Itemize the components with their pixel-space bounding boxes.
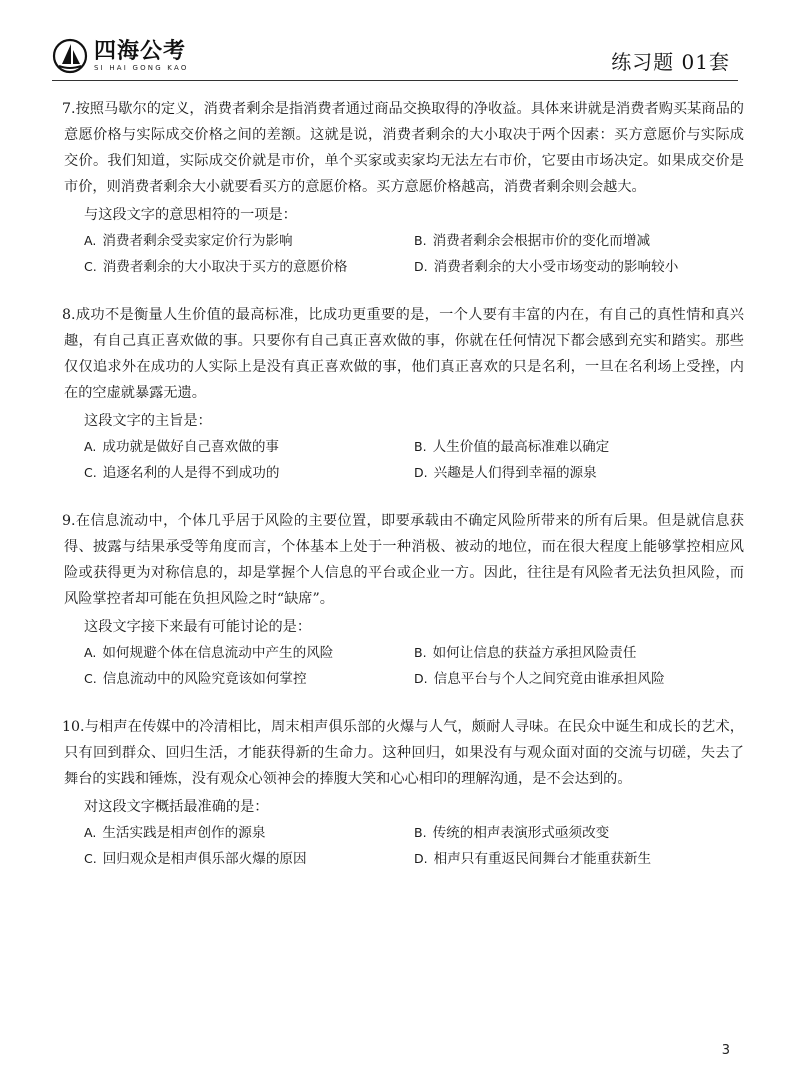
option-b[interactable]: B. 人生价值的最高标准难以确定 [414, 439, 610, 455]
question-list [64, 96, 744, 894]
logo-name-cn: 四海公考 [94, 38, 187, 64]
option-a[interactable]: A. 如何规避个体在信息流动中产生的风险 [84, 645, 334, 661]
option-c[interactable]: C. 信息流动中的风险究竟该如何掌控 [84, 671, 307, 687]
header-divider [52, 80, 738, 81]
page-header [0, 0, 800, 90]
question-number: 10. [62, 719, 85, 735]
options [84, 228, 744, 280]
question-text: 在信息流动中，个体几乎居于风险的主要位置，即要承载由不确定风险所带来的所有后果。但是就信息获得、披露与结果承受等角度而言，个体基本上处于一种消极、被动的地位，而在很大程度上能够掌控相应风险或获得更为对称信息的，却是掌握个人信息的平台或企业一方。因此，往往是有风险者无法负担风险，而风险掌控者却可能在负担风险之时“缺席”。 [64, 513, 744, 607]
question-stem [64, 714, 744, 792]
question-stem [64, 96, 744, 200]
question-prompt: 这段文字的主旨是： [84, 413, 212, 429]
question-number: 8. [62, 307, 76, 323]
question-10 [64, 714, 744, 872]
option-d[interactable]: D. 消费者剩余的大小受市场变动的影响较小 [414, 259, 679, 275]
option-d[interactable]: D. 信息平台与个人之间究竟由谁承担风险 [414, 671, 665, 687]
option-b[interactable]: B. 如何让信息的获益方承担风险责任 [414, 645, 637, 661]
question-text: 与相声在传媒中的冷清相比，周末相声俱乐部的火爆与人气，颇耐人寻味。在民众中诞生和成长的艺术，只有回到群众、回归生活，才能获得新的生命力。这种回归，如果没有与观众面对面的交流与切磋，失去了舞台的实践和锤炼，没有观众心领神会的捧腹大笑和心心相印的理解沟通，是不会达到的。 [64, 719, 744, 787]
exercise-set-title: 练习题 01套 [611, 50, 730, 74]
option-c[interactable]: C. 回归观众是相声俱乐部火爆的原因 [84, 851, 307, 867]
options [84, 434, 744, 486]
question-stem [64, 302, 744, 406]
question-prompt: 与这段文字的意思相符的一项是： [84, 207, 297, 223]
logo [52, 38, 189, 74]
question-8 [64, 302, 744, 486]
options [84, 820, 744, 872]
option-a[interactable]: A. 生活实践是相声创作的源泉 [84, 825, 266, 841]
question-7 [64, 96, 744, 280]
option-a[interactable]: A. 消费者剩余受卖家定价行为影响 [84, 233, 293, 249]
option-d[interactable]: D. 兴趣是人们得到幸福的源泉 [414, 465, 597, 481]
option-b[interactable]: B. 传统的相声表演形式亟须改变 [414, 825, 610, 841]
option-d[interactable]: D. 相声只有重返民间舞台才能重获新生 [414, 851, 652, 867]
sail-logo-icon [52, 38, 88, 74]
logo-name-en: SI HAI GONG KAO [94, 63, 189, 72]
page-number: 3 [721, 1043, 730, 1058]
question-prompt: 对这段文字概括最准确的是： [84, 799, 269, 815]
question-text: 按照马歇尔的定义，消费者剩余是指消费者通过商品交换取得的净收益。具体来讲就是消费者购买某商品的意愿价格与实际成交价格之间的差额。这就是说，消费者剩余的大小取决于两个因素：买方意愿价与实际成交价。我们知道，实际成交价就是市价，单个买家或卖家均无法左右市价，它要由市场决定。如果成交价是市价，则消费者剩余大小就要看买方的意愿价格。买方意愿价格越高，消费者剩余则会越大。 [64, 101, 744, 195]
question-number: 7. [62, 101, 76, 117]
option-b[interactable]: B. 消费者剩余会根据市价的变化而增减 [414, 233, 651, 249]
option-c[interactable]: C. 追逐名利的人是得不到成功的 [84, 465, 280, 481]
question-9 [64, 508, 744, 692]
question-stem [64, 508, 744, 612]
option-c[interactable]: C. 消费者剩余的大小取决于买方的意愿价格 [84, 259, 348, 275]
option-a[interactable]: A. 成功就是做好自己喜欢做的事 [84, 439, 280, 455]
question-text: 成功不是衡量人生价值的最高标准，比成功更重要的是，一个人要有丰富的内在，有自己的真性情和真兴趣，有自己真正喜欢做的事。只要你有自己真正喜欢做的事，你就在任何情况下都会感到充实和踏实。那些仅仅追求外在成功的人实际上是没有真正喜欢做的事，他们真正喜欢的只是名利，一旦在名利场上受挫，内在的空虚就暴露无遗。 [64, 307, 744, 401]
question-prompt: 这段文字接下来最有可能讨论的是： [84, 619, 312, 635]
options [84, 640, 744, 692]
question-number: 9. [62, 513, 76, 529]
